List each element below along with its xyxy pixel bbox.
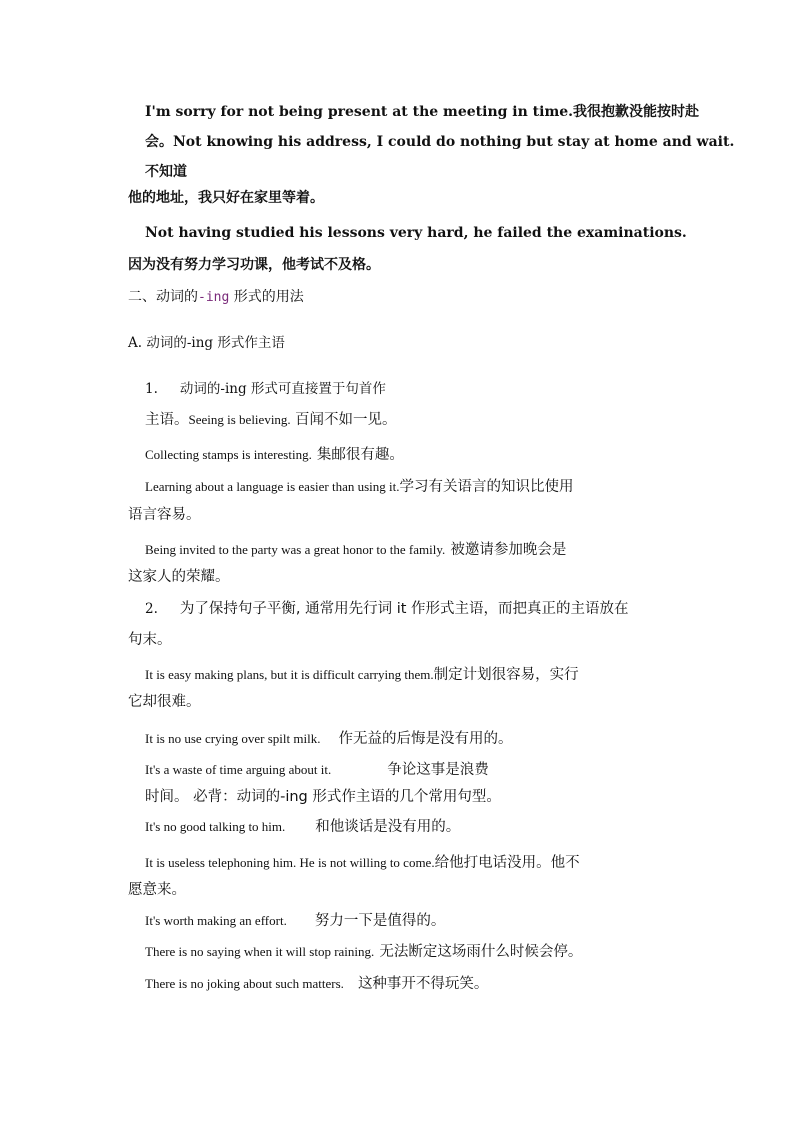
example-chinese: 和他谈话是没有用的。 — [315, 819, 461, 835]
example-english: It's no good talking to him. — [145, 819, 286, 834]
example-english: Seeing is believing. — [188, 412, 291, 427]
example-chinese: 集邮很有趣。 — [316, 447, 404, 463]
example-line — [145, 973, 488, 993]
example-chinese: 给他打电话没用。他不 — [434, 855, 580, 871]
paragraph-line: 他的地址，我只好在家里等着。 — [128, 190, 324, 206]
example-line — [145, 852, 580, 872]
example-chinese: 制定计划很容易，实行 — [433, 667, 579, 683]
example-chinese: 这种事开不得玩笑。 — [357, 976, 489, 992]
example-chinese: 争论这事是浪费 — [387, 762, 489, 778]
example-english: It's worth making an effort. — [145, 913, 287, 928]
list-item-continuation: 主语。 — [145, 412, 189, 428]
example-english: Collecting stamps is interesting. — [145, 447, 312, 462]
example-english: It is useless telephoning him. He is not willing to come. — [145, 855, 435, 870]
example-continuation: 这家人的荣耀。 — [128, 569, 230, 585]
list-item-title: 为了保持句子平衡, 通常用先行词 it 作形式主语，而把真正的主语放在 — [179, 601, 629, 617]
section-heading-ing: -ing — [198, 290, 230, 305]
paragraph-line: 不知道 — [145, 164, 187, 180]
subsection-heading: A. 动词的-ing 形式作主语 — [128, 335, 285, 351]
example-chinese: 被邀请参加晚会是 — [450, 542, 567, 558]
list-item-2 — [145, 601, 629, 618]
list-item-continuation: 句末。 — [128, 632, 172, 648]
example-english: Learning about a language is easier than using it. — [145, 479, 400, 494]
example-continuation: 语言容易。 — [128, 507, 201, 523]
list-item-number: 1. — [145, 381, 158, 397]
example-chinese: 努力一下是值得的。 — [314, 913, 446, 929]
example-line — [145, 412, 396, 429]
example-english: It is easy making plans, but it is difficult carrying them. — [145, 667, 434, 682]
example-continuation: 愿意来。 — [128, 882, 186, 898]
example-line — [145, 941, 582, 961]
example-line — [145, 759, 489, 779]
section-heading — [128, 289, 304, 306]
example-english: It is no use crying over spilt milk. — [145, 731, 321, 746]
example-continuation: 它却很难。 — [128, 694, 201, 710]
example-line — [145, 539, 566, 559]
example-english: It's a waste of time arguing about it. — [145, 762, 332, 777]
example-line — [145, 910, 445, 930]
list-item-number: 2. — [145, 601, 158, 617]
paragraph-line: I'm sorry for not being present at the meeting in time.我很抱歉没能按时赴 — [145, 104, 700, 120]
paragraph-line: 因为没有努力学习功课，他考试不及格。 — [128, 257, 380, 273]
example-english: There is no joking about such matters. — [145, 976, 344, 991]
example-chinese: 作无益的后悔是没有用的。 — [338, 731, 513, 747]
section-heading-prefix: 二、动词的 — [128, 289, 198, 305]
example-english: There is no saying when it will stop raining. — [145, 944, 375, 959]
list-item-title: 动词的-ing 形式可直接置于句首作 — [179, 381, 386, 397]
example-line — [145, 816, 460, 836]
paragraph-line: Not having studied his lessons very hard, he failed the examinations. — [145, 225, 687, 241]
paragraph-line: 会。Not knowing his address, I could do nothing but stay at home and wait. — [145, 134, 735, 150]
example-line — [145, 444, 404, 464]
example-chinese: 无法断定这场雨什么时候会停。 — [379, 944, 583, 960]
example-line — [145, 476, 574, 496]
list-item-1 — [145, 381, 386, 397]
example-continuation: 时间。 必背：动词的-ing 形式作主语的几个常用句型。 — [145, 789, 501, 805]
example-line — [145, 728, 512, 748]
example-chinese: 百闻不如一见。 — [294, 412, 397, 428]
example-chinese: 学习有关语言的知识比使用 — [399, 479, 574, 495]
section-heading-suffix: 形式的用法 — [229, 289, 304, 305]
example-line — [145, 664, 579, 684]
example-english: Being invited to the party was a great honor to the family. — [145, 542, 446, 557]
